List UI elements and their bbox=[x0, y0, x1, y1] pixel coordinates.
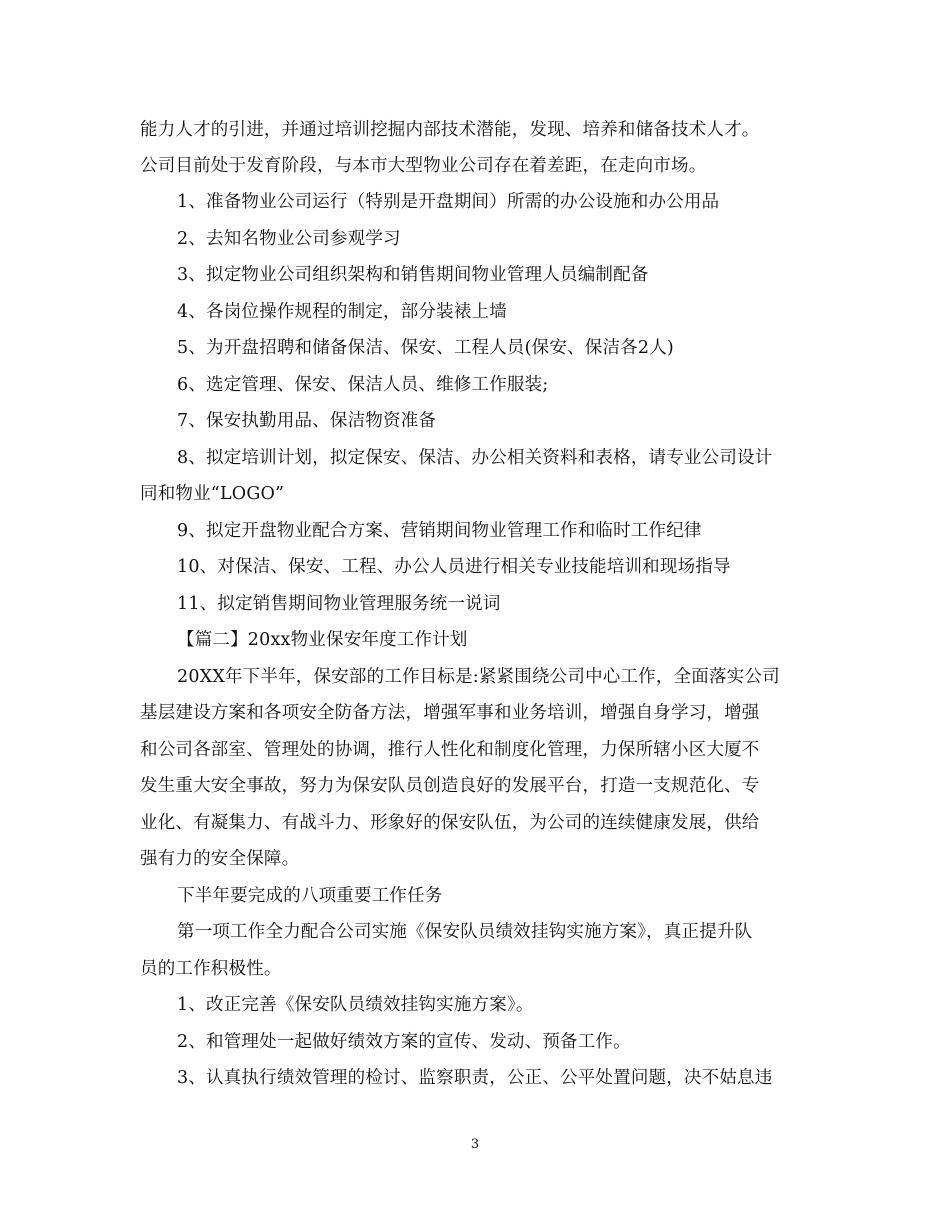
page-number: 3 bbox=[470, 1137, 480, 1152]
body-text-line: 业化、有凝集力、有战斗力、形象好的保安队伍，为公司的连续健康发展，供给 bbox=[140, 813, 760, 833]
list-item: 1、改正完善《保安队员绩效挂钩实施方案》。 bbox=[177, 995, 534, 1015]
body-text-line: 公司目前处于发育阶段，与本市大型物业公司存在着差距，在走向市场。 bbox=[140, 156, 707, 176]
list-item: 5、为开盘招聘和储备保洁、保安、工程人员(保安、保洁各2人) bbox=[177, 338, 674, 358]
list-item: 4、各岗位操作规程的制定，部分装裱上墙 bbox=[177, 302, 507, 322]
list-item: 6、选定管理、保安、保洁人员、维修工作服装; bbox=[177, 375, 549, 395]
list-item: 11、拟定销售期间物业管理服务统一说词 bbox=[177, 594, 501, 614]
list-item: 2、和管理处一起做好绩效方案的宣传、发动、预备工作。 bbox=[177, 1032, 631, 1052]
body-text-line: 和公司各部室、管理处的协调，推行人性化和制度化管理，力保所辖小区大厦不 bbox=[140, 740, 760, 760]
body-text-line: 下半年要完成的八项重要工作任务 bbox=[177, 886, 443, 906]
list-item: 2、去知名物业公司参观学习 bbox=[177, 229, 401, 249]
list-item: 3、认真执行绩效管理的检讨、监察职责，公正、公平处置问题，决不姑息违 bbox=[177, 1068, 773, 1088]
body-text-line: 员的工作积极性。 bbox=[140, 959, 282, 979]
body-text-line: 第一项工作全力配合公司实施《保安队员绩效挂钩实施方案》，真正提升队 bbox=[177, 922, 753, 942]
list-item-continuation: 同和物业“LOGO” bbox=[140, 484, 285, 504]
list-item: 1、准备物业公司运行（特别是开盘期间）所需的办公设施和办公用品 bbox=[177, 192, 720, 212]
body-text-line: 能力人才的引进，并通过培训挖掘内部技术潜能，发现、培养和储备技术人才。 bbox=[140, 120, 760, 140]
list-item: 7、保安执勤用品、保洁物资准备 bbox=[177, 411, 437, 431]
list-item: 3、拟定物业公司组织架构和销售期间物业管理人员编制配备 bbox=[177, 265, 649, 285]
body-text-line: 基层建设方案和各项安全防备方法，增强军事和业务培训，增强自身学习，增强 bbox=[140, 703, 760, 723]
list-item: 9、拟定开盘物业配合方案、营销期间物业管理工作和临时工作纪律 bbox=[177, 521, 702, 541]
section-heading: 【篇二】20xx物业保安年度工作计划 bbox=[177, 630, 468, 650]
body-text-line: 20XX年下半年，保安部的工作目标是:紧紧围绕公司中心工作，全面落实公司 bbox=[177, 667, 780, 687]
body-text-line: 强有力的安全保障。 bbox=[140, 849, 300, 869]
list-item: 8、拟定培训计划，拟定保安、保洁、办公相关资料和表格，请专业公司设计 bbox=[177, 448, 773, 468]
list-item: 10、对保洁、保安、工程、办公人员进行相关专业技能培训和现场指导 bbox=[177, 557, 731, 577]
body-text-line: 发生重大安全事故，努力为保安队员创造良好的发展平台，打造一支规范化、专 bbox=[140, 776, 760, 796]
